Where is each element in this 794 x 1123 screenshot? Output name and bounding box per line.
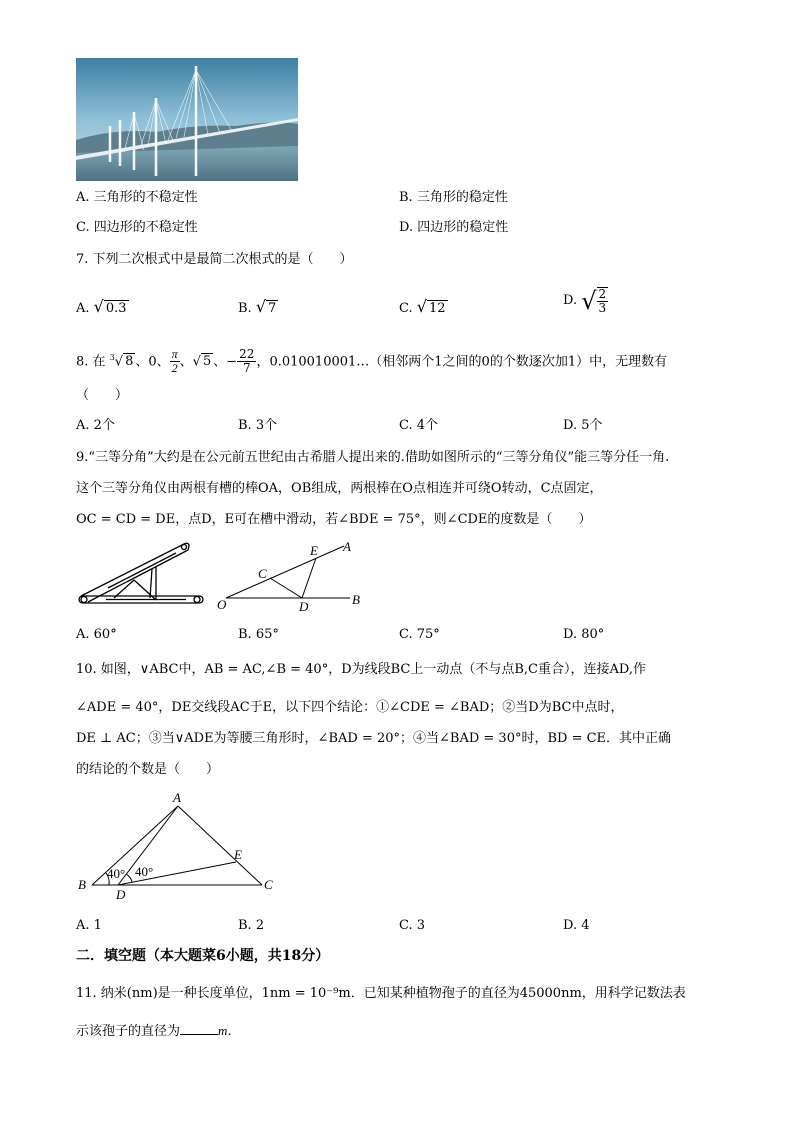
q6-option-d: D. 四边形的稳定性 (399, 220, 509, 235)
label-D: D (116, 887, 126, 902)
label-B: B (78, 877, 86, 892)
q8-line2: （ ） (76, 388, 129, 403)
q7-option-d-label: D. (563, 293, 578, 308)
q11-line1: 11. 纳米(nm)是一种长度单位，1nm = 10⁻⁹m．已知某种植物孢子的直径为45000nm，用科学记数法表 (76, 986, 686, 1001)
q6-option-c: C. 四边形的不稳定性 (76, 220, 198, 235)
q8-option-d: D. 5个 (563, 418, 603, 433)
q9-option-d: D. 80° (563, 627, 605, 642)
q7-stem: 7. 下列二次根式中是最简二次根式的是（ ） (76, 252, 353, 267)
q11-unit: m． (218, 1023, 241, 1038)
trisector-device-figure (76, 540, 206, 612)
label-A: A (173, 790, 181, 805)
q9-option-a: A. 60° (76, 627, 117, 642)
angle-b-label: 40° (107, 866, 126, 881)
q7-option-a-label: A. (76, 301, 90, 316)
label-B: B (352, 592, 360, 607)
q7-option-c (399, 298, 448, 318)
pi-over-two (170, 348, 180, 375)
q10-line1: 10. 如图，∨ABC中，AB = AC,∠B = 40°，D为线段BC上一动点（不与点B,C重合），连接AD,作 (76, 662, 646, 677)
label-C: C (258, 566, 267, 581)
q9-option-c: C. 75° (399, 627, 440, 642)
sqrt-five: 5 (202, 354, 212, 370)
q6-option-a: A. 三角形的不稳定性 (76, 190, 198, 205)
fraction-numerator: π (171, 347, 178, 362)
q7-option-b (238, 298, 278, 318)
q8-prefix: 8. 在 (76, 354, 106, 370)
q11-line2-text: 示该孢子的直径为 (76, 1024, 181, 1039)
radical-sign: √ (114, 354, 124, 370)
q7-option-c-value: 12 (428, 301, 446, 316)
q10-line2: ∠ADE = 40°，DE交线段AC于E，以下四个结论：①∠CDE = ∠BAD；②当D为BC中点时， (76, 700, 624, 715)
cube-root-value: 8 (125, 354, 134, 370)
q10-option-a: A. 1 (76, 918, 102, 933)
fraction-denominator: 7 (242, 361, 251, 376)
bridge-photo (76, 58, 298, 181)
q7-option-a-value: 0.3 (105, 301, 127, 316)
q9-line2: 这个三等分角仪由两根有槽的棒OA，OB组成，两根棒在O点相连并可绕O转动，C点固定， (76, 481, 603, 496)
label-D: D (299, 599, 309, 614)
q9-line1: 9.“三等分角”大约是在公元前五世纪由古希腊人提出来的.借助如图所示的“三等分角仪”能三等分任一角. (76, 450, 670, 465)
radical-sign: √ (192, 354, 201, 370)
fraction-numerator: 2 (598, 287, 607, 301)
triangle-abc-geometry (76, 790, 286, 905)
q7-option-d (563, 287, 608, 315)
label-O: O (217, 597, 227, 612)
q7-option-d-fraction (597, 287, 609, 315)
trisector-diagram (212, 540, 372, 615)
trisector-device-drawing (76, 540, 206, 612)
answer-blank[interactable] (180, 1022, 218, 1035)
q7-option-b-value: 7 (268, 301, 277, 316)
label-C: C (264, 877, 273, 892)
q11-line2 (76, 1022, 240, 1041)
q9-option-b: B. 65° (238, 627, 279, 642)
q9-line3: OC = CD = DE，点D，E可在槽中滑动，若∠BDE = 75°，则∠CDE的度数是（ ） (76, 512, 592, 527)
q8-separator: 、 (179, 354, 193, 370)
q10-option-c: C. 3 (399, 918, 426, 933)
radical-sign: √ (255, 297, 267, 316)
fraction-numerator: 22 (239, 347, 255, 362)
q10-option-b: B. 2 (238, 918, 265, 933)
fraction-denominator: 3 (598, 301, 607, 315)
section-title: 二．填空题（本大题菜6小题，共18分） (76, 948, 330, 964)
radical-sign: √ (581, 287, 597, 315)
label-E: E (234, 847, 242, 862)
radical-sign: √ (93, 297, 104, 316)
bridge-image (76, 58, 298, 181)
q7-option-b-label: B. (238, 301, 252, 316)
q8-separator: 、− (213, 354, 238, 370)
label-E: E (310, 543, 318, 558)
triangle-abc-diagram (76, 790, 286, 905)
q8-separator: 、0、 (135, 354, 170, 370)
radical-sign: √ (416, 297, 427, 316)
q7-option-a (76, 298, 129, 318)
fraction-denominator: 2 (171, 361, 178, 376)
cube-root-index: 3 (109, 353, 115, 362)
label-A: A (343, 539, 351, 554)
twenty-two-sevenths (237, 348, 256, 375)
q10-option-d: D. 4 (563, 918, 590, 933)
q10-line3: DE ⊥ AC；③当∨ADE为等腰三角形时，∠BAD = 20°；④当∠BAD = 30°时，BD = CE．其中正确 (76, 731, 672, 746)
q10-line4: 的结论的个数是（ ） (76, 762, 220, 777)
q6-option-b: B. 三角形的稳定性 (399, 190, 508, 205)
q8-option-a: A. 2个 (76, 418, 115, 433)
q8-suffix: ，0.010010001…（相邻两个1之间的0的个数逐次加1）中，无理数有 (256, 354, 668, 370)
q8-stem (76, 342, 667, 378)
angle-ade-label: 40° (135, 864, 154, 879)
q7-option-c-label: C. (399, 301, 413, 316)
q8-option-c: C. 4个 (399, 418, 439, 433)
q8-option-b: B. 3个 (238, 418, 278, 433)
